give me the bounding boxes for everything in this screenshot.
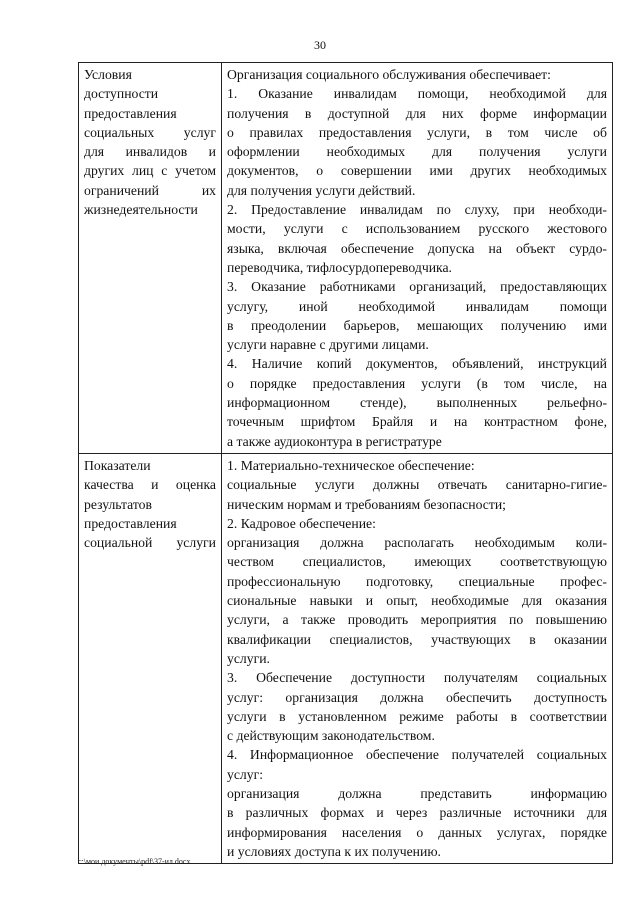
label-line: предоставления	[84, 515, 177, 531]
content-line: 2. Предоставление инвалидам по слуху, при необходи-	[227, 202, 607, 218]
content-line: переводчика, тифлосурдопереводчика.	[227, 259, 452, 275]
content-line: услуги в установленном режиме работы в соответствии	[227, 708, 607, 724]
content-line: 1. Материально-техническое обеспечение:	[227, 457, 475, 473]
content-line: для получения услуги действий.	[227, 182, 416, 198]
content-line: точечным шрифтом Брайля и на контрастном фоне,	[227, 414, 607, 430]
content-line: услуг: организация должна обеспечить доступность	[227, 689, 607, 705]
content-line: с действующим законодательством.	[227, 728, 435, 744]
service-table	[78, 62, 613, 864]
label-line: других лиц с учетом	[84, 163, 216, 179]
content-line: о правилах предоставления услуги, в том числе об	[227, 124, 607, 140]
content-line: документов, о совершении ими других необходимых	[227, 163, 607, 179]
content-line: языка, включая обеспечение допуска на объект сурдо-	[227, 240, 607, 256]
table-row-accessibility	[79, 63, 613, 454]
content-cell-accessibility	[222, 63, 613, 454]
content-line: оформлении необходимых для получения услуги	[227, 144, 607, 160]
page-number: 30	[314, 38, 326, 52]
label-line: результатов	[84, 496, 152, 512]
label-line: Условия	[84, 67, 132, 82]
label-line: социальных услуг	[84, 124, 216, 140]
content-line: мости, услуги с использованием русского жестового	[227, 221, 607, 237]
content-line: получения в доступной для них форме информации	[227, 105, 607, 121]
content-line: услуги.	[227, 650, 270, 666]
footer-file-path: c:\мои документы\pdf\37-ил.docx	[78, 857, 191, 866]
content-line: 4. Информационное обеспечение получателей социальных	[227, 747, 607, 763]
content-line: и условиях доступа к их получению.	[227, 843, 441, 859]
content-line: организация должна представить информацию	[227, 785, 607, 801]
label-cell-accessibility	[79, 63, 222, 454]
content-line: квалификации специалистов, участвующих в оказании	[227, 631, 607, 647]
content-line: услуг:	[227, 766, 264, 782]
label-line: доступности	[84, 86, 159, 102]
label-line: для инвалидов и	[84, 144, 216, 160]
content-line: организация должна располагать необходимым коли-	[227, 535, 607, 551]
content-line: 4. Наличие копий документов, объявлений, инструкций	[227, 356, 607, 372]
content-line: социальные услуги должны отвечать санитарно-гигие-	[227, 477, 607, 493]
content-line: Организация социального обслуживания обеспечивает:	[227, 67, 551, 82]
label-line: качества и оценка	[84, 477, 216, 493]
content-line: услуги, а также проводить мероприятия по повышению	[227, 612, 607, 628]
content-line: услугу, иной необходимой инвалидам помощи	[227, 298, 607, 314]
content-line: 3. Обеспечение доступности получателям социальных	[227, 670, 607, 686]
content-line: чеством специалистов, имеющих соответствующую	[227, 554, 607, 570]
content-line: информирования населения о данных услугах, порядке	[227, 824, 607, 840]
content-line: профессиональную подготовку, специальные профес-	[227, 573, 607, 589]
label-line: Показатели	[84, 457, 151, 473]
table-row-quality	[79, 453, 613, 863]
content-line: а также аудиоконтура в регистратуре	[227, 433, 442, 449]
content-line: 1. Оказание инвалидам помощи, необходимой для	[227, 86, 607, 102]
content-cell-quality	[222, 453, 613, 863]
content-line: информационном стенде), выполненных рельефно-	[227, 395, 607, 411]
label-cell-quality	[79, 453, 222, 863]
content-line: услуги наравне с другими лицами.	[227, 337, 429, 353]
label-line: предоставления	[84, 105, 177, 121]
content-line: в преодолении барьеров, мешающих получению ими	[227, 317, 607, 333]
content-line: 2. Кадровое обеспечение:	[227, 515, 376, 531]
content-line: ническим нормам и требованиям безопасности;	[227, 496, 506, 512]
label-line: жизнедеятельности	[84, 202, 198, 218]
content-line: в различных формах и через различные источники для	[227, 805, 607, 821]
content-line: о порядке предоставления услуги (в том числе, на	[227, 375, 607, 391]
content-line: 3. Оказание работниками организаций, предоставляющих	[227, 279, 607, 295]
content-line: сиональные навыки и опыт, необходимые для оказания	[227, 593, 607, 609]
label-line: ограничений их	[84, 182, 216, 198]
label-line: социальной услуги	[84, 535, 216, 551]
